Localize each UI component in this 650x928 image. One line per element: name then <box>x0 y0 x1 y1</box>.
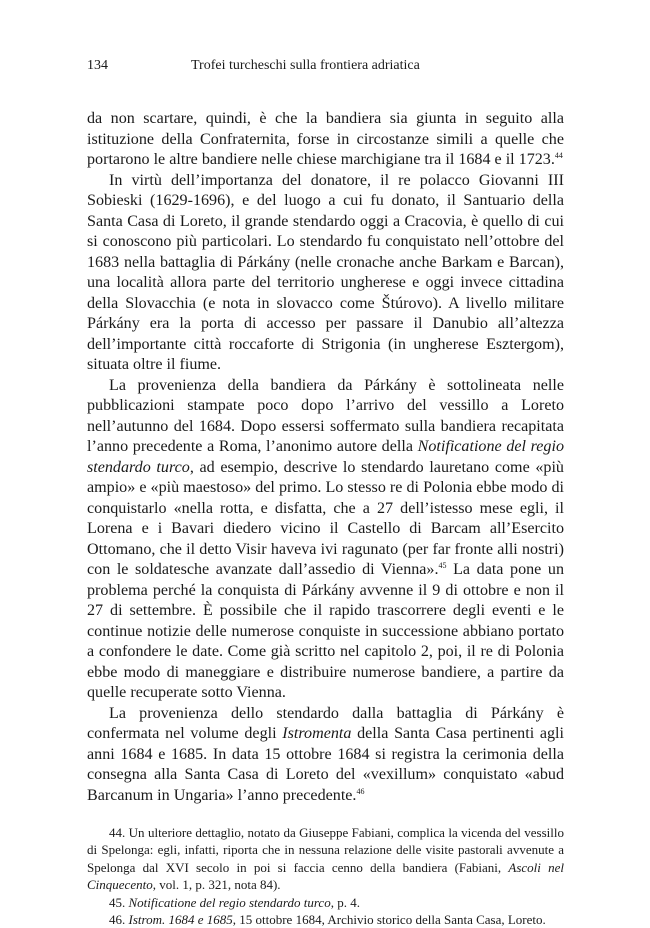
paragraph-2 <box>87 171 564 376</box>
footnote-45-italic: Notificatione del regio stendardo turco <box>128 894 331 910</box>
book-page <box>87 58 564 928</box>
footnote-44 <box>87 824 564 894</box>
paragraph-3-text-b: , ad esempio, descrive lo stendardo lauretano come «più ampio» e «più maestoso» del primo. Lo stesso re di Polonia ebbe modo di conquistarlo «nella rotta, e disfatta, che a 27 dell’istesso mese egli, il Lorena e i Bavari diedero vicino il Castello di Barcam all’Esercito Ottomano, che il detto Visir haveva ivi ragunato (per far fronte alli nostri) con le soldatesche avanzate dall’assedio di Vienna». <box>87 458 564 578</box>
paragraph-3-text-c: La data pone un problema perché la conquista di Párkány avvenne il 9 di ottobre e non il 27 di settembre. È possibile che il rapido trascorrere degli eventi e le continue notizie delle numerose conquiste in successione abbiano portato a confondere le date. Come già scritto nel capitolo 2, poi, il re di Polonia ebbe modo di maneggiare e distribuire numerose bandiere, a partire da quelle recuperate sotto Vienna. <box>87 561 564 701</box>
paragraph-3-text-a: La provenienza della bandiera da Párkány è sottolineata nelle pubblicazioni stampate poco dopo l’arrivo del vessillo a Loreto nell’autunno del 1684. Dopo essersi soffermato sulla bandiera recapitata l’anno precedente a Roma, l’anonimo autore della <box>87 376 564 455</box>
paragraph-3-italic-title: Notificatione del regio stendardo turco <box>87 438 565 476</box>
footnote-45-text-b: , p. 4. <box>330 894 360 910</box>
footnote-ref-45[interactable]: 45 <box>438 561 447 570</box>
paragraph-2-text: In virtù dell’importanza del donatore, il re polacco Giovanni III Sobieski (1629-1696), e del luogo a cui fu donato, il Santuario della Santa Casa di Loreto, il grande stendardo oggi a Cracovia, è quello di cui si conoscono più particolari. Lo stendardo fu conquistato nell’ottobre del 1683 nella battaglia di Párkány (nelle cronache anche Barkam e Barcan), una località allora parte del territorio ungherese e oggi invece cittadina della Slovacchia (e nota in slovacco come Štúrovo). A livello militare Párkány era la porta di accesso per passare il Danubio all’altezza dell’importante città roccaforte di Strigonia (in ungherese Esztergom), situata oltre il fiume. <box>87 171 564 373</box>
paragraph-1-text: da non scartare, quindi, è che la bandiera sia giunta in seguito alla istituzione della Confraternita, forse in circostanze simili a quelle che portarono le altre bandiere nelle chiese marchigiane tra il 1684 e il 1723. <box>87 110 564 168</box>
paragraph-1 <box>87 109 564 171</box>
footnote-45 <box>87 894 564 911</box>
running-title: Trofei turcheschi sulla frontiera adriatica <box>191 58 420 73</box>
footnote-ref-44[interactable]: 44 <box>554 151 563 160</box>
footnote-44-text-b: , vol. 1, p. 321, nota 84). <box>152 877 281 893</box>
footnotes <box>87 824 564 928</box>
running-header <box>87 58 564 80</box>
paragraph-4 <box>87 704 564 807</box>
footnote-ref-46[interactable]: 46 <box>356 786 365 796</box>
main-text <box>87 109 564 806</box>
footnote-44-text-a: 44. Un ulteriore dettaglio, notato da Giuseppe Fabiani, complica la vicenda del vessillo di Spelonga: egli, infatti, riporta che in nessuna relazione delle visite pastorali avvenute a Spelonga dal XVI secolo in poi si faccia cenno della bandiera (Fabiani, <box>87 825 564 875</box>
footnote-44-italic: Ascoli nel Cinquecento <box>87 859 564 893</box>
footnote-46 <box>87 911 564 928</box>
footnote-46-italic: Istrom. 1684 e 1685 <box>128 912 233 928</box>
paragraph-4-text-a: La provenienza dello stendardo dalla battaglia di Párkány è confermata nel volume degli <box>87 704 564 742</box>
paragraph-3 <box>87 376 564 704</box>
footnote-45-text-a: 45. <box>109 894 129 910</box>
paragraph-4-italic-title: Istromenta <box>282 725 352 742</box>
footnote-46-text-a: 46. <box>109 912 129 928</box>
footnote-46-text-b: , 15 ottobre 1684, Archivio storico della Santa Casa, Loreto. <box>232 912 546 928</box>
paragraph-4-text-b: della Santa Casa pertinenti agli anni 1684 e 1685. In data 15 ottobre 1684 si registra la cerimonia della consegna alla Santa Casa di Loreto del «vexillum» conquistato «abud Barcanum in Ungaria» l’anno precedente. <box>87 725 564 804</box>
page-number: 134 <box>87 58 108 73</box>
